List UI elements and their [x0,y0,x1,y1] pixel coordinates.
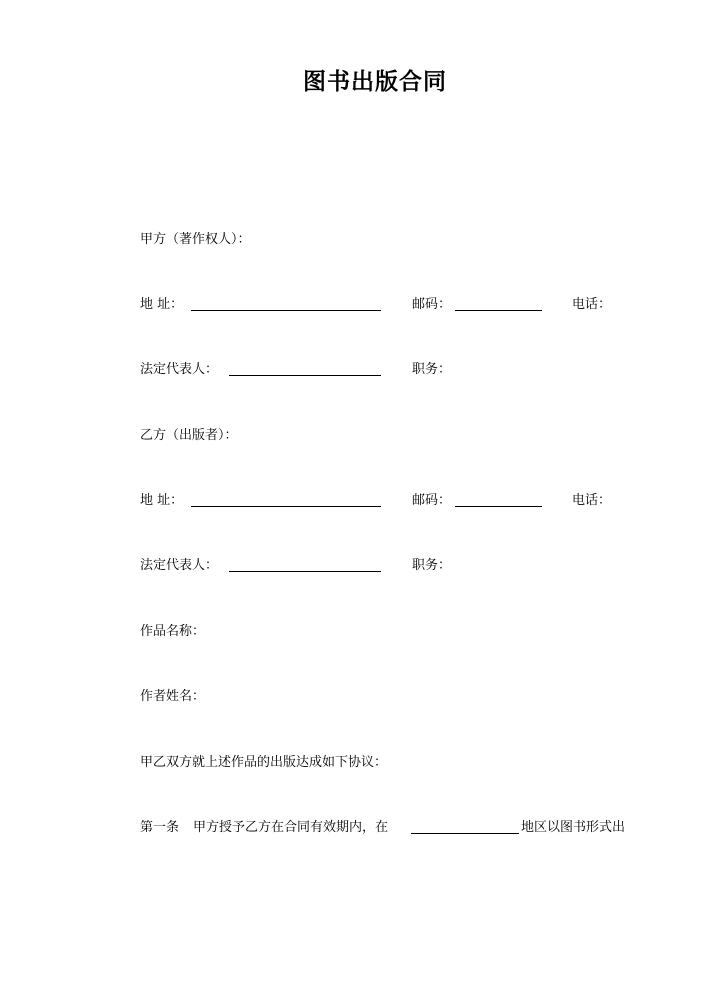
party-a-address-blank [191,310,381,311]
party-a-heading: 甲方（著作权人）： [140,232,251,247]
author-name-label: 作者姓名： [140,689,206,704]
work-title-label: 作品名称： [140,624,206,639]
party-a-position-label: 职务： [412,362,452,377]
party-a-postcode-label: 邮码： [412,297,452,312]
party-b-address-label: 地 址： [140,493,184,508]
article-1-text-before: 甲方授予乙方在合同有效期内，在 [193,820,389,835]
party-b-legal-rep-label: 法定代表人： [140,558,219,573]
party-b-legal-rep-blank [229,571,381,572]
party-a-address-label: 地 址： [140,297,184,312]
article-1-region-blank [411,833,519,834]
party-b-postcode-blank [455,506,542,507]
party-b-address-blank [191,506,381,507]
party-b-position-label: 职务： [412,558,452,573]
page-title: 图书出版合同 [303,69,447,95]
party-a-postcode-blank [455,310,542,311]
party-a-phone-label: 电话： [572,297,612,312]
party-a-legal-rep-label: 法定代表人： [140,362,219,377]
party-b-postcode-label: 邮码： [412,493,452,508]
article-1-number: 第一条 [140,820,180,835]
party-b-phone-label: 电话： [572,493,612,508]
party-a-legal-rep-blank [229,375,381,376]
article-1-text-after: 地区以图书形式出 [521,820,626,835]
party-b-heading: 乙方（出版者）： [140,428,238,443]
agreement-intro: 甲乙双方就上述作品的出版达成如下协议： [140,755,388,770]
